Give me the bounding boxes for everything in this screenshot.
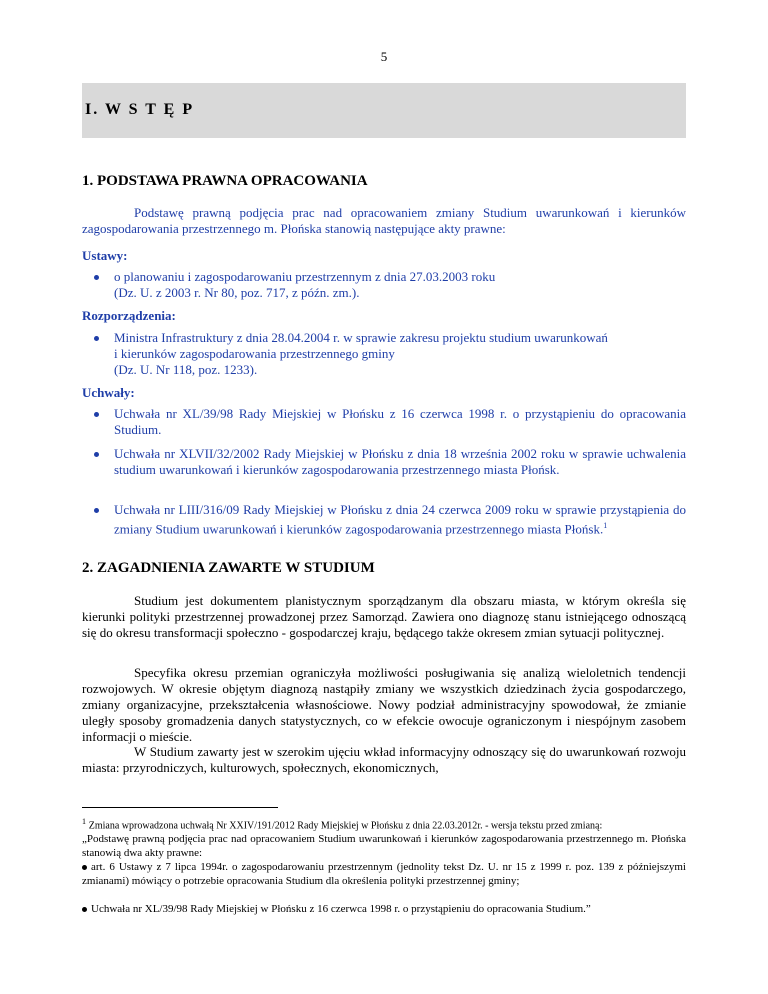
bullet-icon <box>94 452 99 457</box>
footnote-separator <box>82 807 278 808</box>
ustawy-item <box>114 269 686 301</box>
bullet-icon <box>94 508 99 513</box>
footnote-item-text: Uchwała nr XL/39/98 Rady Miejskiej w Płońsku z 16 czerwca 1998 r. o przystąpieniu do opracowania Studium.” <box>91 903 591 915</box>
subsection-title-2: 2. ZAGADNIENIA ZAWARTE W STUDIUM <box>82 560 375 576</box>
rozporzadzenia-item <box>114 330 686 378</box>
uchwaly-item-text: Uchwała nr XLVII/32/2002 Rady Miejskiej w Płońsku z dnia 18 września 2002 roku w sprawie uchwalenia studium uwarunkowań i kierunków zagospodarowania przestrzennego miasta Płońsk. <box>114 446 686 477</box>
rozporzadzenia-item-line: Ministra Infrastruktury z dnia 28.04.2004 r. w sprawie zakresu projektu studium uwarunkowań <box>114 330 608 345</box>
section-heading-band <box>82 83 686 138</box>
body-paragraph: Studium jest dokumentem planistycznym sporządzanym dla obszaru miasta, w którym określa się kierunki polityki przestrzennej prowadzonej przez Samorząd. Zawiera ono diagnozę stanu istniejącego odnoszącą się do okresu transformacji społeczno - gospodarczej kraju, będącego także okresem zmian sytuacji politycznej. <box>82 593 686 640</box>
footnote-item <box>82 860 686 888</box>
bullet-icon <box>94 336 99 341</box>
bullet-icon <box>94 412 99 417</box>
uchwaly-item <box>114 406 686 438</box>
uchwaly-item <box>114 446 686 478</box>
intro-paragraph: Podstawę prawną podjęcia prac nad opracowaniem zmiany Studium uwarunkowań i kierunków zagospodarowania przestrzennego m. Płońska stanowią następujące akty prawne: <box>82 205 686 236</box>
uchwaly-label: Uchwały: <box>82 385 135 400</box>
footnote-quote: „Podstawę prawną podjęcia prac nad opracowaniem Studium uwarunkowań i kierunków zagospodarowania przestrzennego m. Płońska stanowią dwa akty prawne: <box>82 833 686 859</box>
uchwaly-item-text: Uchwała nr XL/39/98 Rady Miejskiej w Płońsku z 16 czerwca 1998 r. o przystąpieniu do opracowania Studium. <box>114 406 686 437</box>
subsection-title-1: 1. PODSTAWA PRAWNA OPRACOWANIA <box>82 173 368 189</box>
section-title: I. W S T Ę P <box>85 101 195 118</box>
footnote-lead <box>82 815 686 834</box>
bullet-icon <box>82 865 87 870</box>
page-number: 5 <box>380 49 388 64</box>
rozporzadzenia-item-line: (Dz. U. Nr 118, poz. 1233). <box>114 362 258 377</box>
ustawy-item-line: o planowaniu i zagospodarowaniu przestrzennym z dnia 27.03.2003 roku <box>114 269 496 284</box>
footnote-marker: 1 <box>82 817 86 826</box>
ustawy-label: Ustawy: <box>82 248 128 263</box>
bullet-icon <box>82 907 87 912</box>
uchwaly-item <box>114 502 686 537</box>
footnote-reference: 1 <box>603 521 608 530</box>
footnote-item-text: art. 6 Ustawy z 7 lipca 1994r. o zagospodarowaniu przestrzennym (jednolity tekst Dz. U. nr 15 z 1999 r. poz. 139 z późniejszymi zmianami) mówiący o potrzebie opracowania Studium dla określenia polityki przestrzennej gminy; <box>82 861 686 887</box>
ustawy-item-line: (Dz. U. z 2003 r. Nr 80, poz. 717, z późn. zm.). <box>114 285 360 300</box>
rozporzadzenia-label: Rozporządzenia: <box>82 308 176 323</box>
uchwaly-item-text: Uchwała nr LIII/316/09 Rady Miejskiej w Płońsku z dnia 24 czerwca 2009 roku w sprawie przystąpienia do zmiany Studium uwarunkowań i kierunków zagospodarowania przestrzennego miasta Płońsk. <box>114 502 686 537</box>
body-paragraph: Specyfika okresu przemian ograniczyła możliwości posługiwania się analizą wieloletnich tendencji rozwojowych. W okresie objętym diagnozą nastąpiły zmiany we wszystkich dziedzinach życia gospodarczego, zmiany organizacyjne, przekształcenia własnościowe. Nowy podział administracyjny spowodował, że zmianie uległy sposoby gromadzenia danych statystycznych, co w efekcie owocuje ograniczonym i niespójnym zasobem informacji o mieście. <box>82 665 686 744</box>
footnote-lead-text: Zmiana wprowadzona uchwałą Nr XXIV/191/2012 Rady Miejskiej w Płońsku z dnia 22.03.2012r. - wersja tekstu przed zmianą: <box>88 820 603 832</box>
footnote-item <box>82 902 686 916</box>
bullet-icon <box>94 275 99 280</box>
body-paragraph: W Studium zawarty jest w szerokim ujęciu wkład informacyjny odnoszący się do uwarunkowań rozwoju miasta: przyrodniczych, kulturowych, społecznych, ekonomicznych, <box>82 744 686 775</box>
rozporzadzenia-item-line: i kierunków zagospodarowania przestrzennego gminy <box>114 346 395 361</box>
